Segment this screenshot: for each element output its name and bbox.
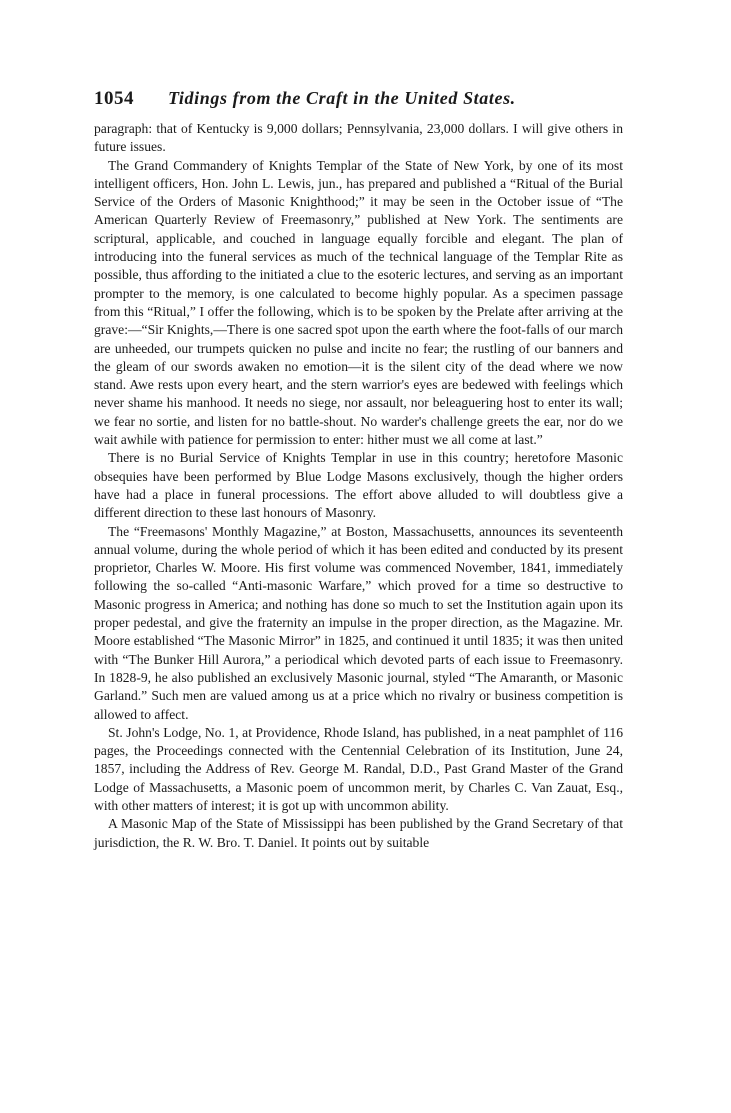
paragraph-freemasons-magazine: The “Freemasons' Monthly Magazine,” at Boston, Massachusetts, announces its seventeenth annual volume, during the whole period of which it has been edited and conducted by its present proprietor, Charles W. Moore. His first volume was commenced November, 1841, immediately following the so-called “Anti-masonic Warfare,” which proved for a time so destructive to Masonic progress in America; and nothing has done so much to set the Institution again upon its proper pedestal, and give the fraternity an impulse in the proper direction, as the Magazine. Mr. Moore established “The Masonic Mirror” in 1825, and continued it until 1835; it was then united with “The Bunker Hill Aurora,” a periodical which devoted parts of each issue to Freemasonry. In 1828-9, he also published an exclusively Masonic journal, styled “The Amaranth, or Masonic Garland.” Such men are valued among us at a price which no rivalry or business competition is allowed to affect. bbox=[94, 523, 623, 722]
paragraph-continued: paragraph: that of Kentucky is 9,000 dollars; Pennsylvania, 23,000 dollars. I will give others in future issues. bbox=[94, 121, 623, 155]
paragraph-burial-service: There is no Burial Service of Knights Templar in use in this country; heretofore Masonic obsequies have been performed by Blue Lodge Masons exclusively, though the higher orders have had a place in funeral processions. The effort above alluded to will doubtless give a different direction to these last honours of Masonry. bbox=[94, 450, 623, 521]
page-header bbox=[94, 88, 623, 114]
article-body bbox=[94, 120, 623, 852]
paragraph-st-johns-lodge: St. John's Lodge, No. 1, at Providence, Rhode Island, has published, in a neat pamphlet of 116 pages, the Proceedings connected with the Centennial Celebration of its Institution, June 24, 1857, including the Address of Rev. George M. Randal, D.D., Past Grand Master of the Grand Lodge of Massachusetts, a Masonic poem of uncommon merit, by Charles C. Van Zauat, Esq., with other matters of interest; it is got up with uncommon ability. bbox=[94, 724, 623, 813]
paragraph-masonic-map: A Masonic Map of the State of Mississippi has been published by the Grand Secretary of that jurisdiction, the R. W. Bro. T. Daniel. It points out by suitable bbox=[94, 816, 623, 850]
paragraph-knights-templar-ritual: The Grand Commandery of Knights Templar of the State of New York, by one of its most intelligent officers, Hon. John L. Lewis, jun., has prepared and published a “Ritual of the Burial Service of the Orders of Masonic Knighthood;” it may be seen in the October issue of “The American Quarterly Review of Freemasonry,” published at New York. The sentiments are scriptural, applicable, and couched in language equally forcible and elegant. The plan of introducing into the funeral services as much of the technical language of the Templar Rite as possible, thus affording to the initiated a clue to the esoteric lectures, and serving as an important prompter to the memory, is one calculated to become highly popular. As a specimen passage from this “Ritual,” I offer the following, which is to be spoken by the Prelate after arriving at the grave:—“Sir Knights,—There is one sacred spot upon the earth where the foot-falls of our march are unheeded, our trumpets quicken no pulse and incite no fear; the rustling of our banners and the gleam of our swords awaken no emotion—it is the silent city of the dead where we now stand. Awe rests upon every heart, and the stern warrior's eyes are bedewed with feelings which never shame his manhood. It needs no siege, nor assault, nor beleaguering host to enter its wall; we fear no sortie, and listen for no battle-shout. No warder's challenge greets the ear, nor do we wait awhile with patience for permission to enter: hither must we all come at last.” bbox=[94, 157, 623, 448]
running-title: Tidings from the Craft in the United States. bbox=[168, 88, 516, 108]
page-number: 1054 bbox=[94, 88, 134, 109]
